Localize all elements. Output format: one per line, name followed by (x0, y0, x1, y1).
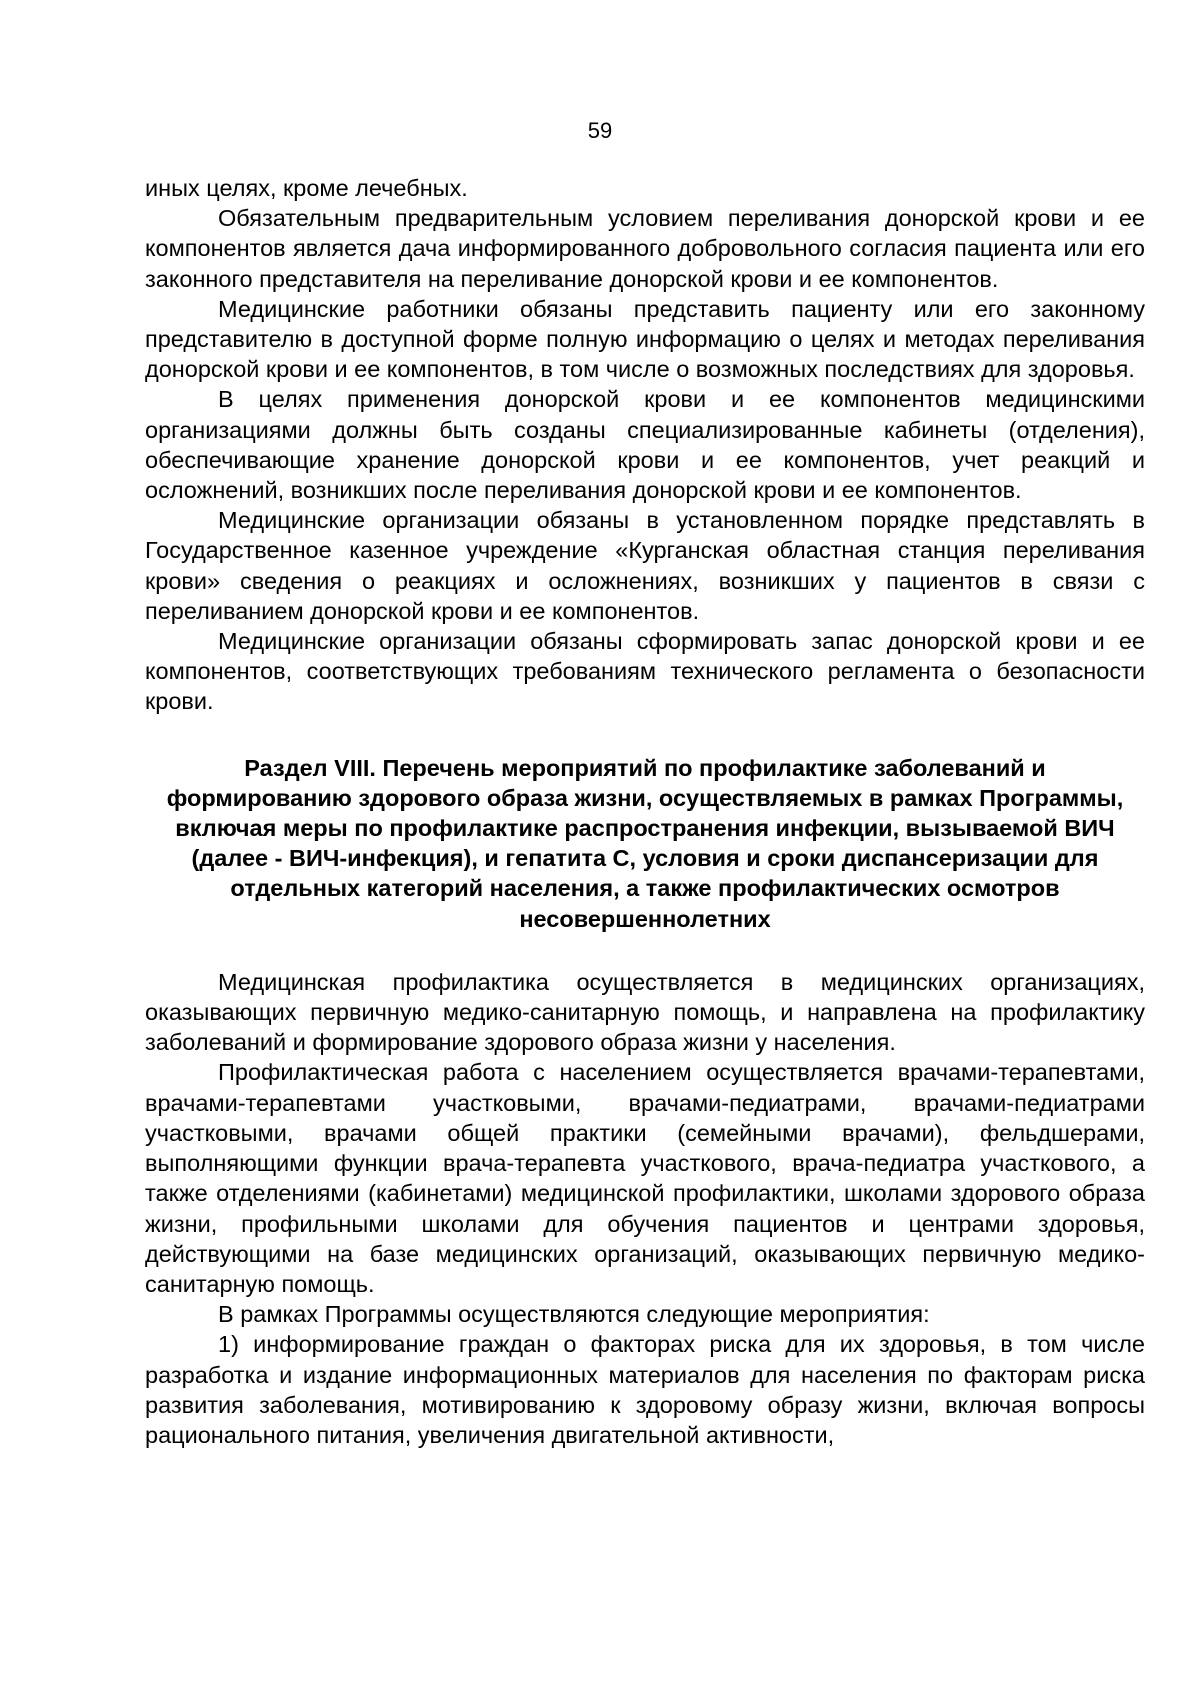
paragraph-preventive-work: Профилактическая работа с населением осуществляется врачами-терапевтами, врачами-терапевтами участковыми, врачами-педиатрами, врачами-педиатрами участковыми, врачами общей практики (семейными врачами), фельдшерами, выполняющими функции врача-терапевта участкового, врача-педиатра участкового, а также отделениями (кабинетами) медицинской профилактики, школами здорового образа жизни, профильными школами для обучения пациентов и центрами здоровья, действующими на базе медицинских организаций, оказывающих первичную медико-санитарную помощь. (145, 1059, 1145, 1297)
page-number: 59 (587, 118, 613, 143)
paragraph-program-measures: В рамках Программы осуществляются следующие мероприятия: (218, 1301, 930, 1328)
paragraph-information-duty: Медицинские работники обязаны представить пациенту или его законному представителю в доступной форме полную информацию о целях и методах переливания донорской крови и ее компонентов, в том числе о возможных последствиях для здоровья. (145, 295, 1145, 383)
paragraph-transfusion-cabinets: В целях применения донорской крови и ее компонентов медицинскими организациями должны быть созданы специализированные кабинеты (отделения), обеспечивающие хранение донорской крови и ее компонентов, учет реакций и осложнений, возникших после переливания донорской крови и ее компонентов. (145, 386, 1145, 504)
paragraph-reporting: Медицинские организации обязаны в установленном порядке представлять в Государственное казенное учреждение «Курганская областная станция переливания крови» сведения о реакциях и осложнениях, возникших у пациентов в связи с переливанием донорской крови и ее компонентов. (145, 507, 1145, 624)
paragraph-continuation: иных целях, кроме лечебных. (145, 175, 468, 201)
list-item-informing: 1) информирование граждан о факторах риска для их здоровья, в том числе разработка и издание информационных материалов для населения по факторам риска развития заболевания, мотивированию к здоровому образу жизни, включая вопросы рационального питания, увеличения двигательной активности, (145, 1331, 1145, 1448)
paragraph-medical-prevention: Медицинская профилактика осуществляется в медицинских организациях, оказывающих первичную медико-санитарную помощь, и направлена на профилактику заболеваний и формирование здорового образа жизни у населения. (145, 968, 1145, 1056)
paragraph-consent: Обязательным предварительным условием переливания донорской крови и ее компонентов является дача информированного добровольного согласия пациента или его законного представителя на переливание донорской крови и ее компонентов. (145, 205, 1145, 292)
document-body (145, 173, 1145, 1450)
section-heading: Раздел VIII. Перечень мероприятий по профилактике заболеваний и формированию здорового образа жизни, осуществляемых в рамках Программы, включая меры по профилактике распространения инфекции, вызываемой ВИЧ (далее - ВИЧ-инфекция), и гепатита С, условия и сроки диспансеризации для отдельных категорий населения, а также профилактических осмотров несовершеннолетних (166, 754, 1124, 932)
paragraph-blood-reserve: Медицинские организации обязаны сформировать запас донорской крови и ее компонентов, соответствующих требованиям технического регламента о безопасности крови. (145, 628, 1145, 715)
